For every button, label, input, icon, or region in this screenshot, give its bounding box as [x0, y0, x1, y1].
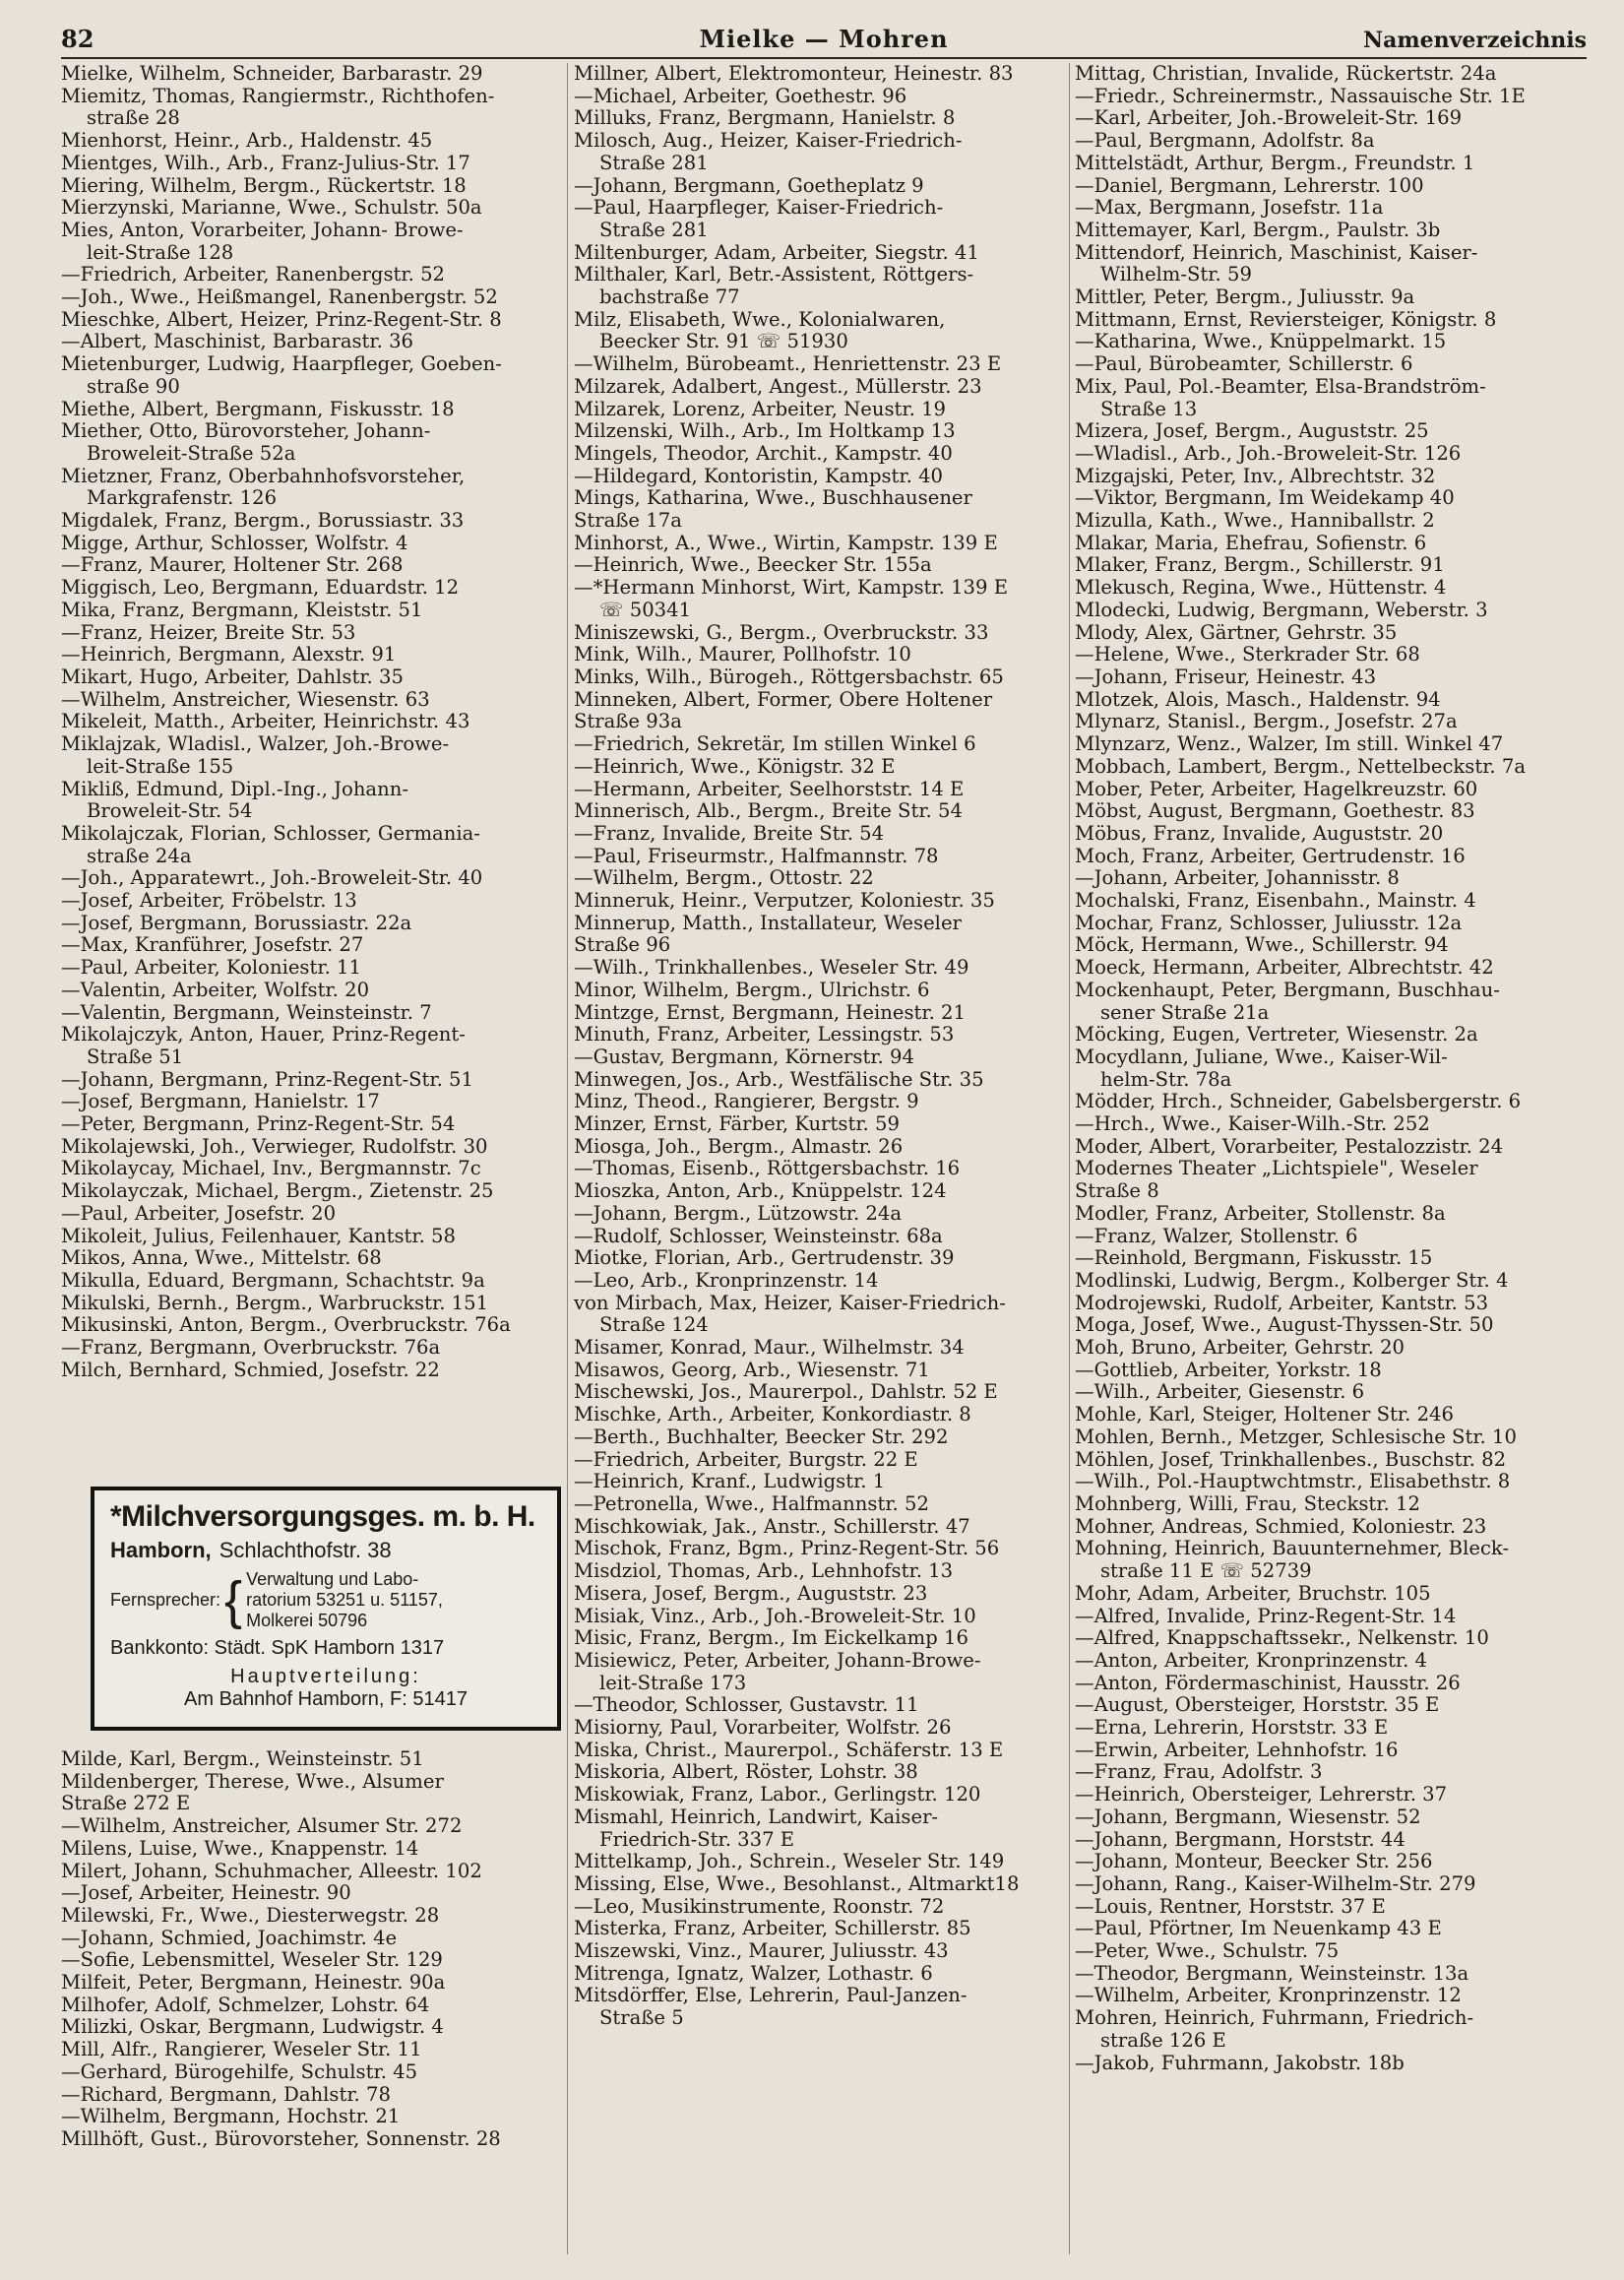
directory-entry: Milizki, Oskar, Bergmann, Ludwigstr. 4	[61, 2016, 444, 2039]
directory-entry: Mohle, Karl, Steiger, Holtener Str. 246	[1075, 1404, 1454, 1426]
directory-entry: Mohnberg, Willi, Frau, Steckstr. 12	[1075, 1493, 1420, 1515]
directory-entry: —Leo, Arb., Kronprinzenstr. 14	[574, 1269, 879, 1292]
directory-entry: —Heinrich, Wwe., Beecker Str. 155a	[574, 554, 932, 577]
directory-entry: Mittemayer, Karl, Bergm., Paulstr. 3b	[1075, 219, 1441, 241]
directory-entry: Milert, Johann, Schuhmacher, Alleestr. 102	[61, 1860, 482, 1882]
directory-entry: Miethe, Albert, Bergmann, Fiskusstr. 18	[61, 398, 455, 420]
directory-entry: Mockenhaupt, Peter, Bergmann, Buschhau-	[1075, 979, 1500, 1001]
directory-entry: Mizulla, Kath., Wwe., Hanniballstr. 2	[1075, 510, 1435, 533]
directory-entry: —Paul, Bürobeamter, Schillerstr. 6	[1075, 353, 1413, 376]
directory-entry: —Friedrich, Arbeiter, Burgstr. 22 E	[574, 1448, 918, 1471]
directory-entry: Mings, Katharina, Wwe., Buschhausener	[574, 487, 972, 510]
directory-entry: —Peter, Bergmann, Prinz-Regent-Str. 54	[61, 1113, 456, 1136]
directory-entry: Mischewski, Jos., Maurerpol., Dahlstr. 52 E	[574, 1381, 998, 1404]
directory-entry: bachstraße 77	[599, 286, 740, 309]
directory-entry: Mochar, Franz, Schlosser, Juliusstr. 12a	[1075, 912, 1463, 934]
directory-entry: Miltenburger, Adam, Arbeiter, Siegstr. 41	[574, 241, 979, 264]
directory-entry: —Alfred, Knappschaftssekr., Nelkenstr. 10	[1075, 1627, 1489, 1650]
directory-entry: Mismahl, Heinrich, Landwirt, Kaiser-	[574, 1805, 939, 1828]
directory-entry: Miether, Otto, Bürovorsteher, Johann-	[61, 420, 431, 443]
directory-entry: —Katharina, Wwe., Knüppelmarkt. 15	[1075, 331, 1447, 353]
directory-entry: —Reinhold, Bergmann, Fiskusstr. 15	[1075, 1247, 1433, 1270]
directory-entry: Mödder, Hrch., Schneider, Gabelsbergerstr. 6	[1075, 1091, 1522, 1113]
directory-entry: Mintzge, Ernst, Bergmann, Heinestr. 21	[574, 1001, 966, 1024]
directory-entry: Möcking, Eugen, Vertreter, Wiesenstr. 2a	[1075, 1024, 1478, 1046]
directory-entry: Modlinski, Ludwig, Bergm., Kolberger Str. 4	[1075, 1269, 1509, 1292]
directory-entry: Milzarek, Adalbert, Angest., Müllerstr. 23	[574, 375, 982, 398]
directory-entry: —Franz, Bergmann, Overbruckstr. 76a	[61, 1337, 441, 1360]
directory-entry: Mohlen, Bernh., Metzger, Schlesische Str. 10	[1075, 1425, 1517, 1448]
directory-entry: Straße 281	[599, 219, 709, 241]
directory-entry: Mlynarz, Stanisl., Bergm., Josefstr. 27a	[1075, 711, 1458, 733]
advertisement	[91, 1487, 561, 1731]
directory-entry: Mieschke, Albert, Heizer, Prinz-Regent-Str. 8	[61, 308, 502, 331]
directory-entry: Straße 281	[599, 152, 709, 174]
directory-entry: —Wilhelm, Bürobeamt., Henriettenstr. 23 E	[574, 353, 1002, 376]
directory-entry: Straße 124	[599, 1314, 709, 1337]
ad-company: *Milchversorgungsges. m. b. H.	[110, 1500, 535, 1533]
directory-entry: sener Straße 21a	[1100, 1001, 1270, 1024]
directory-entry: Mikoleit, Julius, Feilenhauer, Kantstr. 58	[61, 1225, 456, 1247]
directory-entry: —Franz, Heizer, Breite Str. 53	[61, 621, 356, 644]
directory-entry: straße 11 E ☏ 52739	[1100, 1560, 1312, 1583]
directory-entry: Mocydlann, Juliane, Wwe., Kaiser-Wil-	[1075, 1045, 1448, 1068]
directory-entry: Möhlen, Josef, Trinkhallenbes., Buschstr. 82	[1075, 1448, 1507, 1471]
directory-entry: Misamer, Konrad, Maur., Wilhelmstr. 34	[574, 1337, 965, 1360]
directory-entry: Modler, Franz, Arbeiter, Stollenstr. 8a	[1075, 1202, 1446, 1225]
ad-city: Hamborn,	[110, 1538, 212, 1562]
directory-entry: Miering, Wilhelm, Bergm., Rückertstr. 18	[61, 174, 467, 197]
directory-entry: —Valentin, Arbeiter, Wolfstr. 20	[61, 979, 370, 1001]
directory-entry: Milzarek, Lorenz, Arbeiter, Neustr. 19	[574, 398, 947, 420]
directory-entry: Mill, Alfr., Rangierer, Weseler Str. 11	[61, 2039, 422, 2061]
directory-entry: Miszewski, Vinz., Maurer, Juliusstr. 43	[574, 1940, 949, 1963]
directory-entry: straße 28	[87, 107, 180, 130]
directory-entry: —Paul, Friseurmstr., Halfmannstr. 78	[574, 845, 939, 867]
directory-entry: Misera, Josef, Bergm., Auguststr. 23	[574, 1582, 928, 1605]
directory-entry: Migge, Arthur, Schlosser, Wolfstr. 4	[61, 532, 408, 554]
directory-entry: —Heinrich, Bergmann, Alexstr. 91	[61, 644, 397, 666]
directory-entry: —Valentin, Bergmann, Weinsteinstr. 7	[61, 1001, 432, 1024]
ad-distribution-address: Am Bahnhof Hamborn, F: 51417	[184, 1688, 468, 1710]
page-title: Mielke — Mohren	[699, 25, 949, 53]
directory-entry: —Heinrich, Wwe., Königstr. 32 E	[574, 755, 896, 778]
directory-entry: Straße 17a	[574, 510, 682, 533]
directory-entry: Mikos, Anna, Wwe., Mittelstr. 68	[61, 1247, 382, 1270]
ad-phone	[110, 1569, 541, 1631]
ad-phone-line: ratorium 53251 u. 51157,	[246, 1590, 443, 1610]
directory-entry: Misic, Franz, Bergm., Im Eickelkamp 16	[574, 1627, 968, 1650]
directory-entry: Misawos, Georg, Arb., Wiesenstr. 71	[574, 1359, 930, 1381]
page-number: 82	[61, 25, 94, 53]
directory-entry: Miska, Christ., Maurerpol., Schäferstr. 13 E	[574, 1739, 1004, 1761]
directory-entry: Mioszka, Anton, Arb., Knüppelstr. 124	[574, 1180, 947, 1203]
directory-entry: Mikart, Hugo, Arbeiter, Dahlstr. 35	[61, 665, 404, 688]
directory-column-2	[574, 63, 1076, 2030]
directory-entry: Mingels, Theodor, Archit., Kampstr. 40	[574, 442, 953, 465]
directory-entry: —Wilh., Pol.-Hauptwchtmstr., Elisabethstr. 8	[1075, 1471, 1511, 1493]
directory-entry: Milewski, Fr., Wwe., Diesterwegstr. 28	[61, 1904, 440, 1927]
directory-entry: —Louis, Rentner, Horststr. 37 E	[1075, 1895, 1386, 1918]
directory-entry: Minor, Wilhelm, Bergm., Ulrichstr. 6	[574, 979, 930, 1001]
directory-entry: Mikeleit, Matth., Arbeiter, Heinrichstr. 43	[61, 711, 470, 733]
directory-entry: Minhorst, A., Wwe., Wirtin, Kampstr. 139 E	[574, 532, 998, 554]
directory-entry: Mittag, Christian, Invalide, Rückertstr. 24a	[1075, 63, 1497, 85]
directory-entry: —Johann, Bergmann, Horststr. 44	[1075, 1828, 1405, 1851]
directory-entry: Minks, Wilh., Bürogeh., Röttgersbachstr. 65	[574, 665, 1004, 688]
directory-entry: Miemitz, Thomas, Rangiermstr., Richthofen-	[61, 85, 495, 107]
directory-entry: Mobbach, Lambert, Bergm., Nettelbeckstr. 7a	[1075, 755, 1527, 778]
directory-entry: —Josef, Bergmann, Borussiastr. 22a	[61, 912, 412, 934]
directory-entry: —Theodor, Bergmann, Weinsteinstr. 13a	[1075, 1962, 1469, 1985]
directory-entry: Miosga, Joh., Bergm., Almastr. 26	[574, 1135, 904, 1158]
directory-entry: —Hermann, Arbeiter, Seelhorststr. 14 E	[574, 778, 965, 800]
directory-entry: Mober, Peter, Arbeiter, Hagelkreuzstr. 60	[1075, 778, 1478, 800]
directory-entry: —Friedrich, Arbeiter, Ranenbergstr. 52	[61, 264, 445, 286]
directory-entry: Mielke, Wilhelm, Schneider, Barbarastr. 29	[61, 63, 483, 85]
directory-entry: Straße 13	[1100, 398, 1198, 420]
directory-entry: Miskoria, Albert, Röster, Lohstr. 38	[574, 1761, 918, 1784]
directory-entry: —Rudolf, Schlosser, Weinsteinstr. 68a	[574, 1225, 943, 1247]
directory-entry: Möck, Hermann, Wwe., Schillerstr. 94	[1075, 934, 1449, 957]
directory-entry: Mittmann, Ernst, Reviersteiger, Königstr. 8	[1075, 308, 1497, 331]
directory-entry: Mikolajczak, Florian, Schlosser, Germania-	[61, 822, 480, 845]
directory-entry: Beecker Str. 91 ☏ 51930	[599, 331, 848, 353]
directory-entry: —Richard, Bergmann, Dahlstr. 78	[61, 2083, 391, 2106]
directory-entry: —Max, Bergmann, Josefstr. 11a	[1075, 197, 1384, 220]
directory-entry: Mitrenga, Ignatz, Walzer, Lothastr. 6	[574, 1962, 933, 1985]
directory-entry: Möbus, Franz, Invalide, Auguststr. 20	[1075, 822, 1444, 845]
directory-entry: von Mirbach, Max, Heizer, Kaiser-Friedrich-	[574, 1292, 1006, 1314]
directory-entry: —Sofie, Lebensmittel, Weseler Str. 129	[61, 1949, 443, 1972]
ad-bank: Bankkonto: Städt. SpK Hamborn 1317	[110, 1637, 445, 1659]
directory-entry: Wilhelm-Str. 59	[1100, 264, 1252, 286]
directory-entry: Broweleit-Str. 54	[87, 800, 253, 823]
directory-entry: —Anton, Arbeiter, Kronprinzenstr. 4	[1075, 1649, 1427, 1672]
directory-entry: —Erna, Lehrerin, Horststr. 33 E	[1075, 1717, 1389, 1740]
directory-entry: Moch, Franz, Arbeiter, Gertrudenstr. 16	[1075, 845, 1466, 867]
directory-entry: Mizgajski, Peter, Inv., Albrechtstr. 32	[1075, 465, 1436, 487]
directory-entry: Mochalski, Franz, Eisenbahn., Mainstr. 4	[1075, 890, 1476, 913]
directory-entry: Mikliß, Edmund, Dipl.-Ing., Johann-	[61, 778, 408, 800]
directory-entry: Mohr, Adam, Arbeiter, Bruchstr. 105	[1075, 1582, 1431, 1605]
directory-entry: Mitsdörffer, Else, Lehrerin, Paul-Janzen-	[574, 1985, 968, 2007]
directory-entry: Moder, Albert, Vorarbeiter, Pestalozzistr. 24	[1075, 1135, 1504, 1158]
directory-entry: —Karl, Arbeiter, Joh.-Broweleit-Str. 169	[1075, 107, 1463, 130]
directory-entry: —Josef, Arbeiter, Heinestr. 90	[61, 1882, 351, 1905]
directory-entry: —Anton, Fördermaschinist, Hausstr. 26	[1075, 1672, 1461, 1694]
directory-entry: —Paul, Pförtner, Im Neuenkamp 43 E	[1075, 1918, 1442, 1940]
directory-entry: —Alfred, Invalide, Prinz-Regent-Str. 14	[1075, 1605, 1457, 1627]
directory-entry: Mizera, Josef, Bergm., Auguststr. 25	[1075, 420, 1429, 443]
directory-entry: —Wilhelm, Bergm., Ottostr. 22	[574, 867, 874, 890]
directory-entry: —Joh., Wwe., Heißmangel, Ranenbergstr. 52	[61, 286, 498, 309]
directory-entry: —Friedrich, Sekretär, Im stillen Winkel 6	[574, 733, 976, 756]
directory-entry: Mikusinski, Anton, Bergm., Overbruckstr. 76a	[61, 1314, 511, 1337]
directory-entry: —Theodor, Schlosser, Gustavstr. 11	[574, 1694, 919, 1717]
directory-entry: Misiak, Vinz., Arb., Joh.-Broweleit-Str. 10	[574, 1605, 976, 1627]
directory-entry: Markgrafenstr. 126	[87, 487, 278, 510]
ad-phone-lines	[246, 1569, 443, 1631]
directory-entry: Straße 51	[87, 1045, 184, 1068]
directory-entry: Mies, Anton, Vorarbeiter, Johann- Browe-	[61, 219, 464, 241]
directory-entry: Straße 96	[574, 934, 671, 957]
directory-entry: Miklajzak, Wladisl., Walzer, Joh.-Browe-	[61, 733, 450, 756]
directory-entry: —Max, Kranführer, Josefstr. 27	[61, 934, 364, 957]
directory-entry: Minnerisch, Alb., Bergm., Breite Str. 54	[574, 800, 963, 823]
directory-entry: Milz, Elisabeth, Wwe., Kolonialwaren,	[574, 308, 946, 331]
directory-entry: Mikolayczak, Michael, Bergm., Zietenstr. 25	[61, 1180, 494, 1203]
directory-entry: —Johann, Bergmann, Prinz-Regent-Str. 51	[61, 1068, 473, 1091]
directory-entry: Millhöft, Gust., Bürovorsteher, Sonnenstr. 28	[61, 2127, 501, 2150]
directory-entry: —Wilhelm, Anstreicher, Alsumer Str. 272	[61, 1815, 463, 1838]
directory-entry: Minneruk, Heinr., Verputzer, Koloniestr. 35	[574, 890, 995, 913]
directory-entry: Mischok, Franz, Bgm., Prinz-Regent-Str. 56	[574, 1538, 1000, 1560]
directory-entry: —Michael, Arbeiter, Goethestr. 96	[574, 85, 907, 107]
directory-entry: —Helene, Wwe., Sterkrader Str. 68	[1075, 644, 1420, 666]
directory-entry: Milosch, Aug., Heizer, Kaiser-Friedrich-	[574, 130, 963, 153]
directory-entry: Miggisch, Leo, Bergmann, Eduardstr. 12	[61, 577, 460, 600]
directory-entry: —Josef, Bergmann, Hanielstr. 17	[61, 1091, 380, 1113]
directory-entry: —Josef, Arbeiter, Fröbelstr. 13	[61, 890, 357, 913]
directory-entry: —Johann, Schmied, Joachimstr. 4e	[61, 1927, 398, 1949]
directory-entry: —Wilh., Arbeiter, Giesenstr. 6	[1075, 1381, 1365, 1404]
directory-entry: Mlody, Alex, Gärtner, Gehrstr. 35	[1075, 621, 1398, 644]
ad-street: Schlachthofstr. 38	[219, 1538, 392, 1562]
ad-phone-line: Molkerei 50796	[246, 1611, 368, 1630]
directory-entry: —Wilhelm, Bergmann, Hochstr. 21	[61, 2106, 401, 2128]
directory-entry: —Paul, Arbeiter, Josefstr. 20	[61, 1202, 337, 1225]
directory-entry: —Johann, Monteur, Beecker Str. 256	[1075, 1851, 1433, 1873]
directory-entry: —Berth., Buchhalter, Beecker Str. 292	[574, 1425, 949, 1448]
directory-entry: —Joh., Apparatewrt., Joh.-Broweleit-Str. 40	[61, 867, 483, 890]
directory-entry: —Leo, Musikinstrumente, Roonstr. 72	[574, 1895, 945, 1918]
directory-entry: Mohren, Heinrich, Fuhrmann, Friedrich-	[1075, 2007, 1474, 2030]
directory-entry: straße 126 E	[1100, 2029, 1226, 2052]
directory-entry: —Hildegard, Kontoristin, Kampstr. 40	[574, 465, 944, 487]
directory-entry: —Albert, Maschinist, Barbarastr. 36	[61, 331, 414, 353]
directory-entry: Milch, Bernhard, Schmied, Josefstr. 22	[61, 1359, 440, 1381]
directory-entry: —Paul, Bergmann, Adolfstr. 8a	[1075, 130, 1375, 153]
ad-phone-line: Verwaltung und Labo-	[246, 1569, 419, 1589]
directory-entry: —Petronella, Wwe., Halfmannstr. 52	[574, 1493, 929, 1515]
directory-entry: —Friedr., Schreinermstr., Nassauische Str. 1E	[1075, 85, 1526, 107]
directory-entry: —Peter, Wwe., Schulstr. 75	[1075, 1940, 1340, 1963]
directory-entry: Straße 272 E	[61, 1793, 191, 1815]
directory-column-1-continued	[61, 1748, 563, 2151]
directory-entry: —Wilh., Trinkhallenbes., Weseler Str. 49	[574, 957, 969, 980]
directory-entry: leit-Straße 155	[87, 755, 234, 778]
directory-entry: Minzer, Ernst, Färber, Kurtstr. 59	[574, 1113, 900, 1136]
directory-entry: —Gottlieb, Arbeiter, Yorkstr. 18	[1075, 1359, 1382, 1381]
directory-entry: Mohner, Andreas, Schmied, Koloniestr. 23	[1075, 1515, 1487, 1538]
directory-entry: straße 24a	[87, 845, 192, 867]
directory-entry: Mlodecki, Ludwig, Bergmann, Weberstr. 3	[1075, 599, 1488, 621]
ad-phone-label: Fernsprecher:	[110, 1590, 221, 1610]
directory-entry: Mischkowiak, Jak., Anstr., Schillerstr. 47	[574, 1515, 970, 1538]
directory-entry: Minuth, Franz, Arbeiter, Lessingstr. 53	[574, 1024, 955, 1046]
directory-entry: straße 90	[87, 375, 180, 398]
ad-location	[110, 1538, 541, 1563]
directory-entry: —Johann, Arbeiter, Johannisstr. 8	[1075, 867, 1400, 890]
directory-entry: ☏ 50341	[599, 599, 692, 621]
directory-entry: Milluks, Franz, Bergmann, Hanielstr. 8	[574, 107, 956, 130]
page-header	[61, 20, 1587, 59]
directory-entry: Friedrich-Str. 337 E	[599, 1828, 795, 1851]
directory-entry: —Jakob, Fuhrmann, Jakobstr. 18b	[1075, 2052, 1405, 2074]
directory-entry: Mlekusch, Regina, Wwe., Hüttenstr. 4	[1075, 577, 1447, 600]
directory-entry: leit-Straße 128	[87, 241, 234, 264]
column-divider	[567, 63, 568, 2254]
directory-entry: —August, Obersteiger, Horststr. 35 E	[1075, 1694, 1440, 1717]
directory-entry: Mlynzarz, Wenz., Walzer, Im still. Winkel 47	[1075, 733, 1504, 756]
directory-entry: —Franz, Frau, Adolfstr. 3	[1075, 1761, 1323, 1784]
directory-column-3	[1075, 63, 1577, 2074]
directory-entry: —Daniel, Bergmann, Lehrerstr. 100	[1075, 174, 1424, 197]
directory-entry: Minnerup, Matth., Installateur, Weseler	[574, 912, 962, 934]
directory-entry: —Johann, Bergmann, Goetheplatz 9	[574, 174, 924, 197]
directory-entry: Mikolaycay, Michael, Inv., Bergmannstr. 7c	[61, 1158, 481, 1180]
ad-distribution-label: Hauptverteilung:	[230, 1666, 421, 1687]
directory-entry: Millner, Albert, Elektromonteur, Heinestr. 83	[574, 63, 1014, 85]
directory-entry: Mlotzek, Alois, Masch., Haldenstr. 94	[1075, 688, 1441, 711]
directory-entry: Modrojewski, Rudolf, Arbeiter, Kantstr. 53	[1075, 1292, 1489, 1314]
directory-entry: Mischke, Arth., Arbeiter, Konkordiastr. 8	[574, 1404, 971, 1426]
directory-entry: —Hrch., Wwe., Kaiser-Wilh.-Str. 252	[1075, 1113, 1430, 1136]
directory-entry: Misiorny, Paul, Vorarbeiter, Wolfstr. 26	[574, 1717, 952, 1740]
directory-entry: Minz, Theod., Rangierer, Bergstr. 9	[574, 1091, 919, 1113]
directory-entry: —Franz, Maurer, Holtener Str. 268	[61, 554, 404, 577]
directory-entry: —Johann, Bergmann, Wiesenstr. 52	[1075, 1805, 1421, 1828]
directory-entry: Minneken, Albert, Former, Obere Holtener	[574, 688, 993, 711]
directory-entry: Mikulla, Eduard, Bergmann, Schachtstr. 9a	[61, 1269, 485, 1292]
directory-entry: Mikolajczyk, Anton, Hauer, Prinz-Regent-	[61, 1024, 466, 1046]
directory-entry: Mikolajewski, Joh., Verwieger, Rudolfstr. 30	[61, 1135, 488, 1158]
directory-entry: Miniszewski, G., Bergm., Overbruckstr. 33	[574, 621, 989, 644]
directory-entry: Miskowiak, Franz, Labor., Gerlingstr. 120	[574, 1784, 981, 1806]
directory-entry: —Heinrich, Kranf., Ludwigstr. 1	[574, 1471, 886, 1493]
directory-entry: Misiewicz, Peter, Arbeiter, Johann-Browe-	[574, 1649, 981, 1672]
directory-entry: Straße 93a	[574, 711, 682, 733]
directory-entry: —Wilhelm, Arbeiter, Kronprinzenstr. 12	[1075, 1985, 1462, 2007]
directory-entry: Mildenberger, Therese, Wwe., Alsumer	[61, 1770, 444, 1793]
directory-entry: —Paul, Arbeiter, Koloniestr. 11	[61, 957, 361, 980]
directory-entry: Mlaker, Franz, Bergm., Schillerstr. 91	[1075, 554, 1445, 577]
directory-entry: Minwegen, Jos., Arb., Westfälische Str. 35	[574, 1068, 984, 1091]
directory-entry: Milthaler, Karl, Betr.-Assistent, Röttgers-	[574, 264, 974, 286]
directory-entry: Moga, Josef, Wwe., August-Thyssen-Str. 50	[1075, 1314, 1494, 1337]
directory-entry: Mittelkamp, Joh., Schrein., Weseler Str. 149	[574, 1851, 1005, 1873]
directory-entry: —Gustav, Bergmann, Körnerstr. 94	[574, 1045, 914, 1068]
directory-entry: —Franz, Walzer, Stollenstr. 6	[1075, 1225, 1358, 1247]
directory-entry: leit-Straße 173	[599, 1672, 747, 1694]
directory-entry: helm-Str. 78a	[1100, 1068, 1232, 1091]
directory-entry: Mix, Paul, Pol.-Beamter, Elsa-Brandström-	[1075, 375, 1486, 398]
directory-entry: —Johann, Bergm., Lützowstr. 24a	[574, 1202, 903, 1225]
directory-entry: Straße 5	[599, 2007, 684, 2030]
directory-entry: Moh, Bruno, Arbeiter, Gehrstr. 20	[1075, 1337, 1405, 1360]
directory-entry: —Gerhard, Bürogehilfe, Schulstr. 45	[61, 2060, 418, 2083]
directory-entry: Mietenburger, Ludwig, Haarpfleger, Goeben-	[61, 353, 502, 376]
directory-entry: —Heinrich, Obersteiger, Lehrerstr. 37	[1075, 1784, 1448, 1806]
directory-entry: Mikulski, Bernh., Bergm., Warbruckstr. 151	[61, 1292, 489, 1314]
directory-entry: Migdalek, Franz, Bergm., Borussiastr. 33	[61, 510, 465, 533]
directory-entry: Mittendorf, Heinrich, Maschinist, Kaiser-	[1075, 241, 1478, 264]
directory-entry: —Johann, Friseur, Heinestr. 43	[1075, 665, 1377, 688]
directory-entry: Missing, Else, Wwe., Besohlanst., Altmarkt18	[574, 1872, 1020, 1895]
directory-entry: —Johann, Rang., Kaiser-Wilhelm-Str. 279	[1075, 1872, 1476, 1895]
directory-entry: —Paul, Haarpfleger, Kaiser-Friedrich-	[574, 197, 944, 220]
directory-entry: Mittler, Peter, Bergm., Juliusstr. 9a	[1075, 286, 1415, 309]
directory-entry: Straße 8	[1075, 1180, 1159, 1203]
directory-column-1	[61, 63, 563, 1381]
directory-entry: Mlakar, Maria, Ehefrau, Sofienstr. 6	[1075, 532, 1427, 554]
directory-entry: —*Hermann Minhorst, Wirt, Kampstr. 139 E	[574, 577, 1009, 600]
directory-entry: —Wilhelm, Anstreicher, Wiesenstr. 63	[61, 688, 430, 711]
directory-entry: Mink, Wilh., Maurer, Pollhofstr. 10	[574, 644, 911, 666]
directory-entry: Mittelstädt, Arthur, Bergm., Freundstr. 1	[1075, 152, 1475, 174]
directory-entry: Mienhorst, Heinr., Arb., Haldenstr. 45	[61, 130, 433, 153]
brace-icon: {	[224, 1570, 243, 1630]
directory-entry: Broweleit-Straße 52a	[87, 442, 296, 465]
directory-entry: —Wladisl., Arb., Joh.-Broweleit-Str. 126	[1075, 442, 1462, 465]
directory-entry: Mika, Franz, Bergmann, Kleiststr. 51	[61, 599, 423, 621]
directory-entry: Misdziol, Thomas, Arb., Lehnhofstr. 13	[574, 1560, 954, 1583]
directory-entry: Milhofer, Adolf, Schmelzer, Lohstr. 64	[61, 1994, 430, 2016]
directory-entry: Mientges, Wilh., Arb., Franz-Julius-Str. 17	[61, 152, 470, 174]
directory-entry: —Franz, Invalide, Breite Str. 54	[574, 822, 885, 845]
directory-entry: Miotke, Florian, Arb., Gertrudenstr. 39	[574, 1247, 955, 1270]
directory-entry: Milens, Luise, Wwe., Knappenstr. 14	[61, 1837, 419, 1860]
directory-entry: Mietzner, Franz, Oberbahnhofsvorsteher,	[61, 465, 466, 487]
directory-entry: Milzenski, Wilh., Arb., Im Holtkamp 13	[574, 420, 956, 443]
directory-entry: Moeck, Hermann, Arbeiter, Albrechtstr. 42	[1075, 957, 1494, 980]
directory-entry: Mohning, Heinrich, Bauunternehmer, Bleck-	[1075, 1538, 1510, 1560]
directory-entry: Mierzynski, Marianne, Wwe., Schulstr. 50a	[61, 197, 482, 220]
directory-entry: —Thomas, Eisenb., Röttgersbachstr. 16	[574, 1158, 961, 1180]
directory-entry: Möbst, August, Bergmann, Goethestr. 83	[1075, 800, 1475, 823]
directory-entry: Misterka, Franz, Arbeiter, Schillerstr. 85	[574, 1918, 971, 1940]
directory-entry: Milfeit, Peter, Bergmann, Heinestr. 90a	[61, 1972, 446, 1995]
directory-entry: —Erwin, Arbeiter, Lehnhofstr. 16	[1075, 1739, 1399, 1761]
directory-entry: Modernes Theater „Lichtspiele", Weseler	[1075, 1158, 1478, 1180]
section-title: Namenverzeichnis	[1363, 28, 1587, 53]
directory-entry: —Viktor, Bergmann, Im Weidekamp 40	[1075, 487, 1455, 510]
directory-entry: Milde, Karl, Bergm., Weinsteinstr. 51	[61, 1748, 424, 1770]
